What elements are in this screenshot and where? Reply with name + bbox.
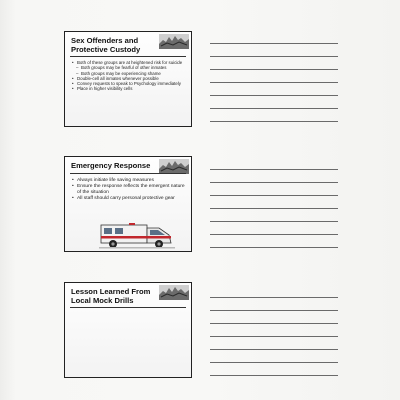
bullet-list (72, 60, 187, 92)
corner-decoration-icon (159, 159, 189, 174)
note-line (210, 108, 338, 109)
bullet-item: • Both of these groups are at heightened risk for suicide (72, 60, 187, 65)
note-line (210, 69, 338, 70)
bullet-item: • Ensure the response reflects the emergent nature of the situation (72, 184, 187, 196)
slide-thumbnail-3 (64, 282, 192, 378)
note-line (210, 43, 338, 44)
bullet-list (72, 178, 187, 202)
note-line (210, 349, 338, 350)
bullet-item: • All staff should carry personal protective gear (72, 196, 187, 202)
note-line (210, 121, 338, 122)
slide-title: Emergency Response (71, 161, 151, 170)
note-line (210, 375, 338, 376)
ambulance-icon (99, 219, 175, 249)
note-line (210, 297, 338, 298)
sub-bullet-item: – Both groups may be fearful of other inmates (72, 65, 187, 70)
note-line (210, 182, 338, 183)
sub-bullet-item: – Both groups may be experiencing shame (72, 71, 187, 76)
title-divider (70, 173, 186, 174)
note-line (210, 195, 338, 196)
note-line (210, 56, 338, 57)
slide-thumbnail-2 (64, 156, 192, 252)
title-divider (70, 307, 186, 308)
note-line (210, 169, 338, 170)
note-line (210, 234, 338, 235)
corner-decoration-icon (159, 285, 189, 300)
note-line (210, 208, 338, 209)
title-divider (70, 56, 186, 57)
bullet-item: • Double-cell all inmates whenever possible (72, 76, 187, 81)
note-line (210, 323, 338, 324)
slide-thumbnail-1 (64, 31, 192, 127)
note-line (210, 362, 338, 363)
slide-title: Sex Offenders and Protective Custody (71, 36, 141, 55)
note-line (210, 310, 338, 311)
note-line (210, 95, 338, 96)
note-line (210, 82, 338, 83)
bullet-item: • Always initiate life saving measures (72, 178, 187, 184)
slide-title: Lesson Learned From Local Mock Drills (71, 287, 151, 306)
note-line (210, 247, 338, 248)
bullet-item: • Place in higher visibility cells (72, 86, 187, 91)
note-line (210, 336, 338, 337)
corner-decoration-icon (159, 34, 189, 49)
bullet-item: • Convey requests to speak to Psychology immediately (72, 81, 187, 86)
note-line (210, 221, 338, 222)
